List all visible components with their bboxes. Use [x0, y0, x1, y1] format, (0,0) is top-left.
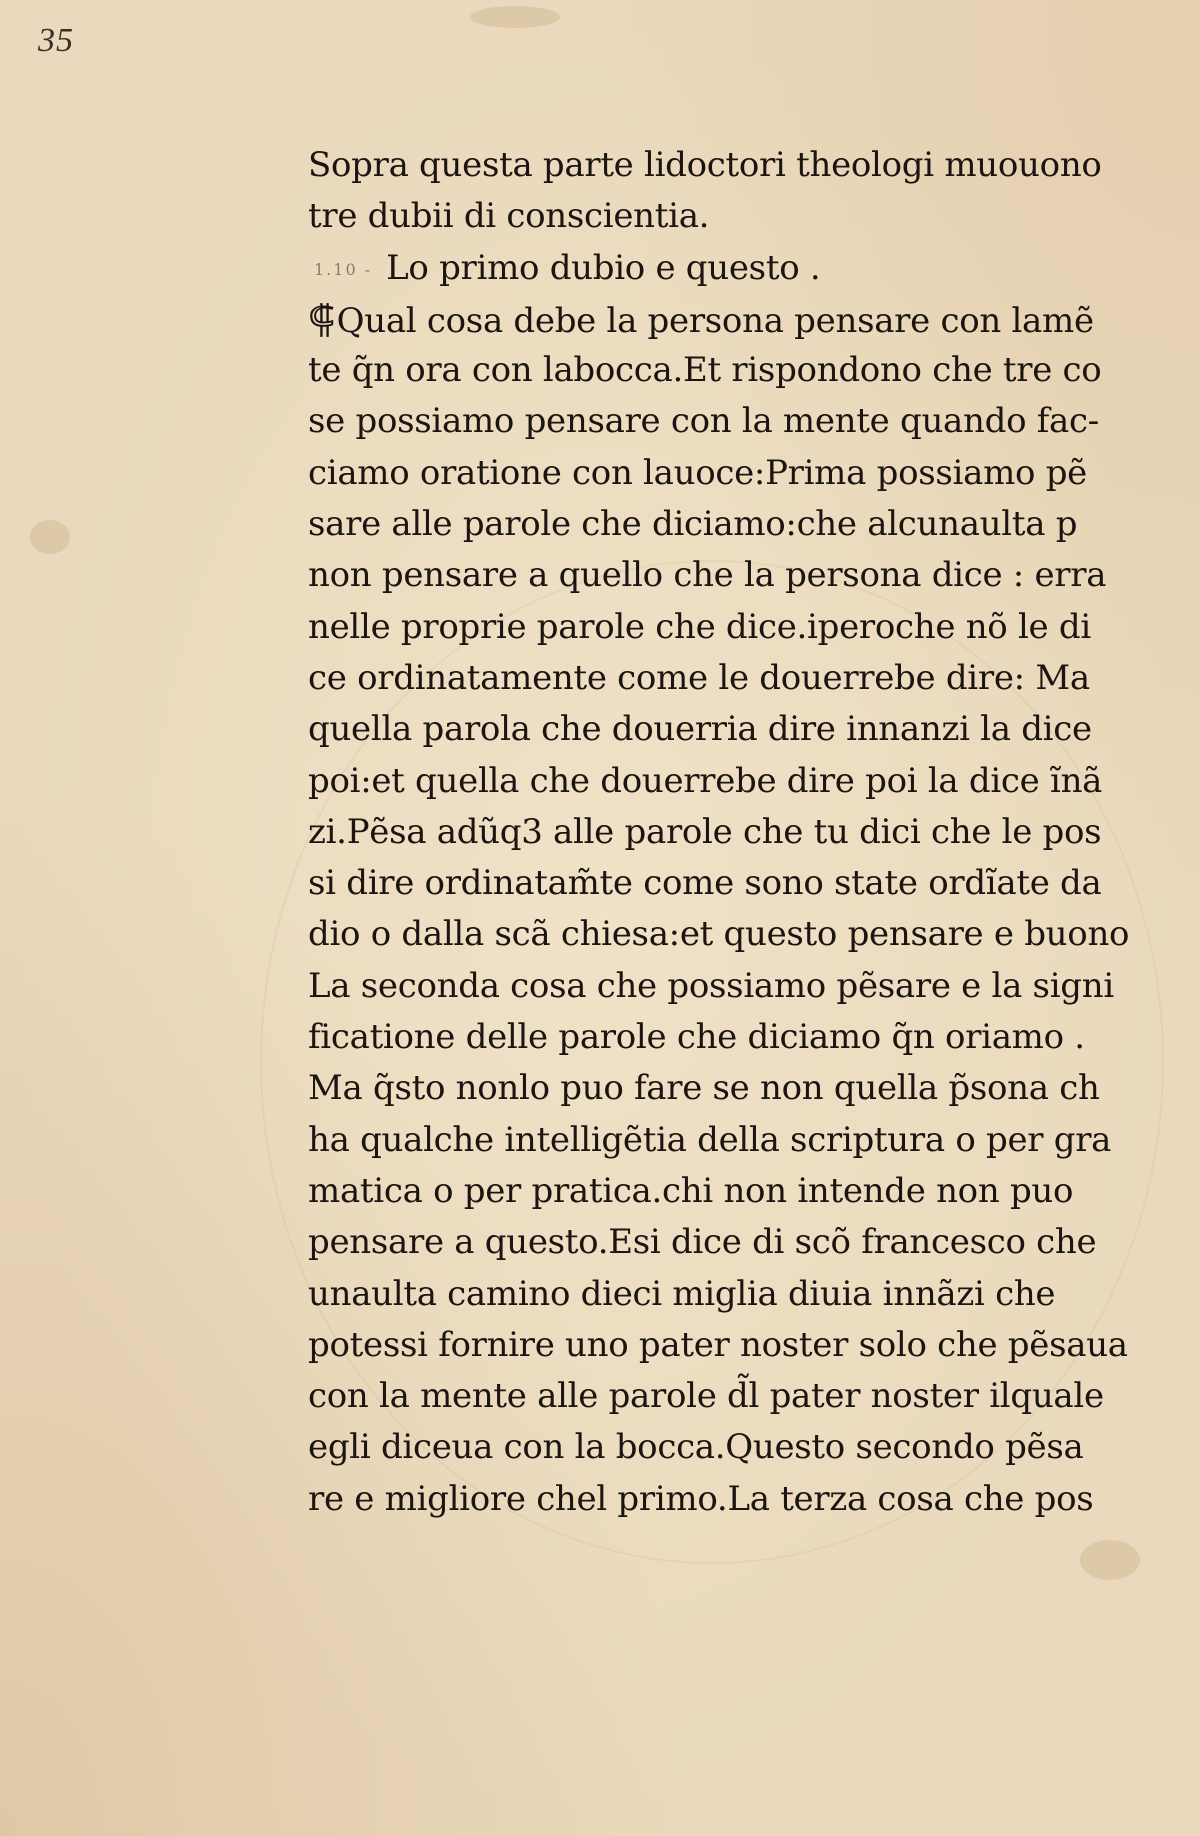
text-line-15: si dire ordinatam̃te come sono state ordĩate da	[308, 863, 1102, 904]
text-line-3-content: Lo primo dubio e questo .	[386, 247, 821, 288]
text-line-3	[308, 243, 1108, 294]
text-line-18: ficatione delle parole che diciamo q̃n oriamo .	[308, 1017, 1085, 1058]
text-line-4	[308, 294, 1108, 345]
paper-stain	[470, 6, 560, 28]
text-line-7: ciamo oratione con lauoce:Prima possiamo pẽ	[308, 452, 1087, 493]
text-line-11: ce ordinatamente come le douerrebe dire: Ma	[308, 657, 1090, 698]
text-line-9: non pensare a quello che la persona dice : erra	[308, 555, 1107, 596]
text-line-25: con la mente alle parole d̃l pater noster ilquale	[308, 1376, 1104, 1417]
text-line-12: quella parola che douerria dire innanzi la dice	[308, 709, 1092, 750]
text-line-1: Sopra questa parte lidoctori theologi muouono	[308, 145, 1102, 185]
text-line-13: poi:et quella che douerrebe dire poi la dice ĩnã	[308, 760, 1103, 801]
paper-stain	[1080, 1540, 1140, 1580]
main-text-block	[308, 140, 1130, 1525]
text-line-6: se possiamo pensare con la mente quando fac-	[308, 401, 1099, 442]
text-line-2: tre dubii di conscientia.	[308, 196, 710, 237]
paper-stain	[30, 520, 70, 554]
text-line-8: sare alle parole che diciamo:che alcunaulta p	[308, 504, 1078, 545]
marginal-note: 1.10 -	[314, 259, 373, 279]
folio-number: 35	[38, 22, 74, 59]
text-line-21: matica o per pratica.chi non intende non puo	[308, 1170, 1074, 1211]
text-line-20: ha qualche intelligẽtia della scriptura o per gra	[308, 1119, 1112, 1160]
text-line-4-content: Qual cosa debe la persona pensare con lamẽ	[336, 300, 1094, 341]
text-line-19: Ma q̃sto nonlo puo fare se non quella p̃sona ch	[308, 1068, 1100, 1109]
text-line-5: te q̃n ora con labocca.Et rispondono che tre co	[308, 350, 1102, 391]
text-line-27: re e migliore chel primo.La terza cosa che pos	[308, 1478, 1094, 1519]
pilcrow-icon: ⸿	[308, 296, 335, 341]
text-line-16: dio o dalla scã chiesa:et questo pensare e buono	[308, 914, 1130, 955]
text-line-17: La seconda cosa che possiamo pẽsare e la signi	[308, 965, 1114, 1006]
text-line-22: pensare a questo.Esi dice di scõ francesco che	[308, 1222, 1097, 1263]
text-line-14: zi.Pẽsa adũq3 alle parole che tu dici che le pos	[308, 811, 1102, 852]
text-line-23: unaulta camino dieci miglia diuia innãzi che	[308, 1273, 1056, 1314]
text-line-26: egli diceua con la bocca.Questo secondo pẽsa	[308, 1427, 1084, 1468]
text-line-10: nelle proprie parole che dice.iperoche nõ le di	[308, 606, 1091, 647]
text-line-24: potessi fornire uno pater noster solo che pẽsaua	[308, 1324, 1128, 1365]
